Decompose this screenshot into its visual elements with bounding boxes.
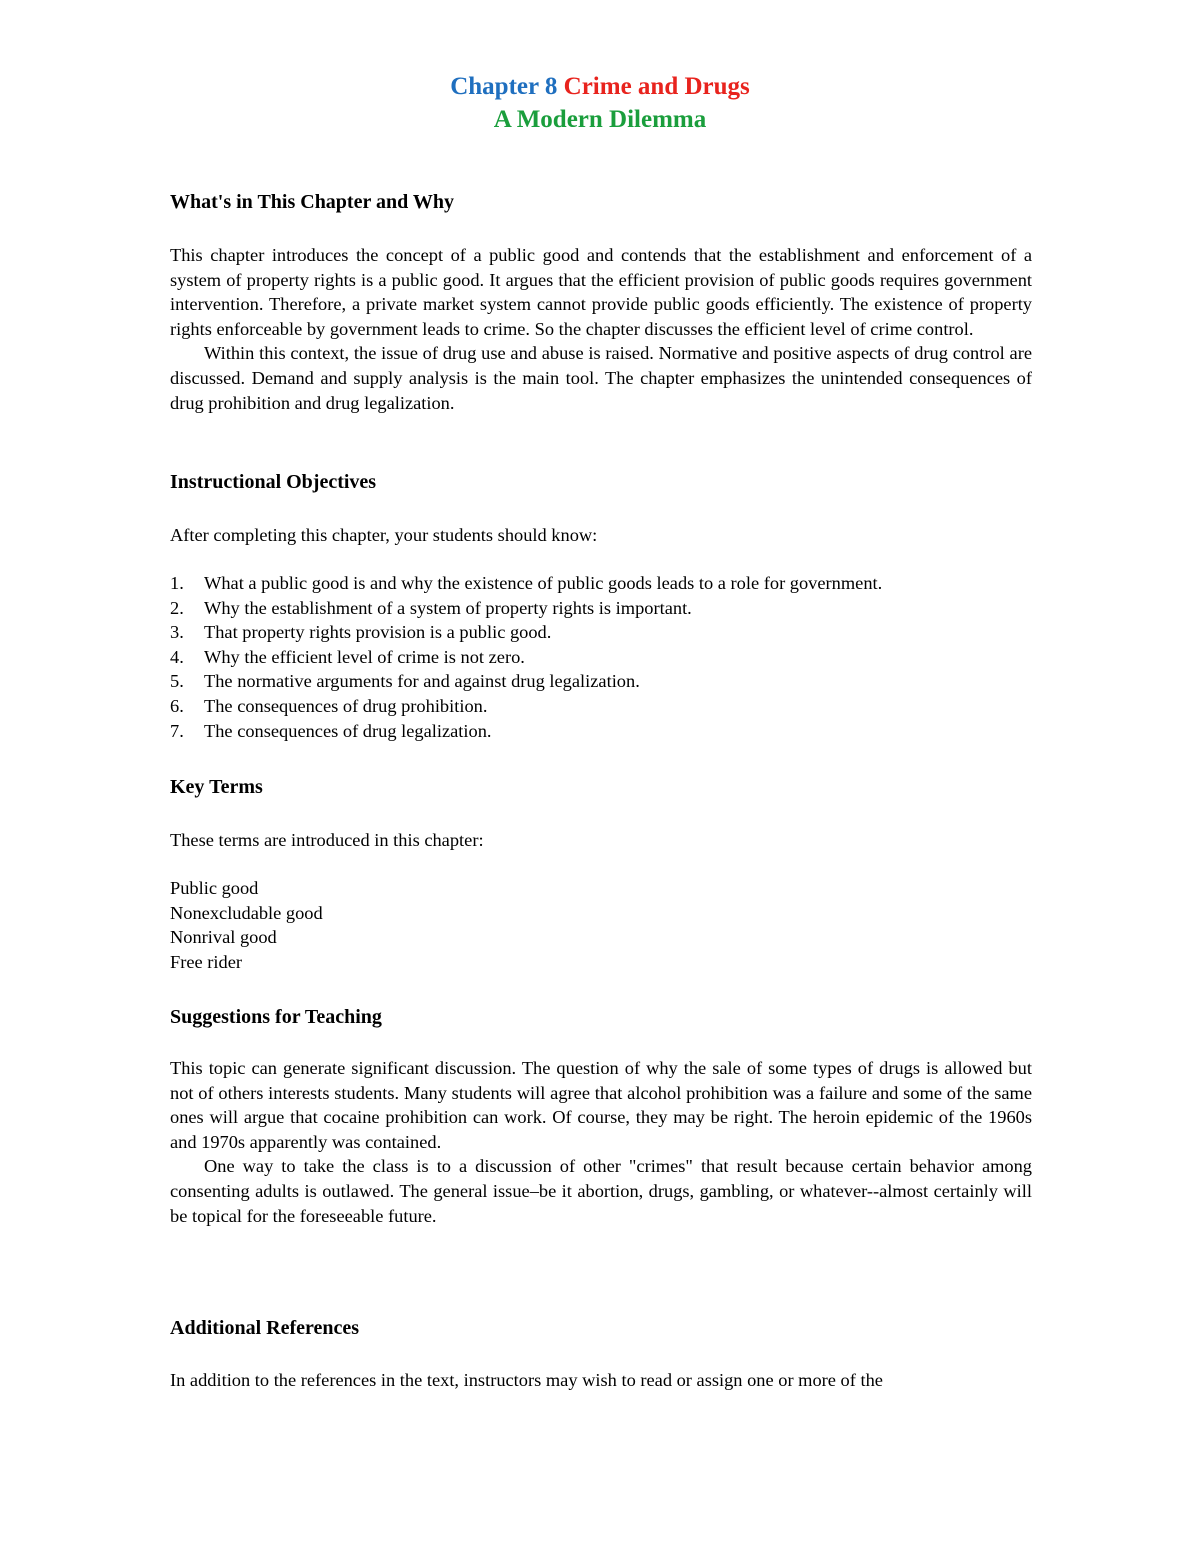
key-terms-intro: These terms are introduced in this chapter: <box>170 830 484 850</box>
key-terms-list <box>170 876 323 974</box>
chapter-label: Chapter 8 <box>450 73 558 100</box>
list-item-text: The consequences of drug prohibition. <box>204 695 488 716</box>
list-item <box>170 596 882 621</box>
list-item <box>170 620 882 645</box>
list-number: 2. <box>170 597 184 618</box>
list-item-text: That property rights provision is a public good. <box>204 622 552 643</box>
list-item-text: What a public good is and why the existence of public goods leads to a role for government. <box>204 573 883 593</box>
section-body-suggestions <box>170 1056 1032 1228</box>
list-number: 5. <box>170 671 184 692</box>
paragraph: This chapter introduces the concept of a public good and contends that the establishment and enforcement of a system of property rights is a public good. It argues that the efficient provision of public goods requires government intervention. Therefore, a private market system cannot provide public goods efficiently. The existence of property rights enforceable by government leads to crime. So the chapter discusses the efficient level of crime control. <box>170 245 1032 339</box>
list-item <box>170 645 882 670</box>
list-number: 1. <box>170 573 184 593</box>
objectives-list <box>170 571 882 743</box>
list-item-text: The normative arguments for and against drug legalization. <box>204 671 640 692</box>
list-item <box>170 571 882 596</box>
section-heading-key-terms: Key Terms <box>170 776 263 798</box>
paragraph: Within this context, the issue of drug use and abuse is raised. Normative and positive aspects of drug control are discussed. Demand and supply analysis is the main tool. The chapter emphasizes the unintended consequences of drug prohibition and drug legalization. <box>170 343 1032 413</box>
list-number: 6. <box>170 695 184 716</box>
list-item-text: Why the efficient level of crime is not zero. <box>204 646 525 667</box>
section-heading-instructional-objectives: Instructional Objectives <box>170 471 377 493</box>
list-item <box>170 719 882 744</box>
key-term: Free rider <box>170 951 242 972</box>
chapter-subtitle: A Modern Dilemma <box>493 106 707 133</box>
key-term: Nonrival good <box>170 927 277 948</box>
list-item-text: Why the establishment of a system of property rights is important. <box>204 597 692 618</box>
key-term: Public good <box>170 878 259 898</box>
chapter-title <box>0 72 1200 102</box>
list-item <box>170 694 882 719</box>
section-heading-suggestions-for-teaching: Suggestions for Teaching <box>170 1006 382 1028</box>
section-heading-whats-in-chapter: What's in This Chapter and Why <box>170 191 454 213</box>
key-term: Nonexcludable good <box>170 902 323 923</box>
chapter-topic: Crime and Drugs <box>563 73 750 100</box>
section-body-additional-references <box>170 1368 1032 1393</box>
paragraph: In addition to the references in the text, instructors may wish to read or assign one or more of the <box>170 1370 883 1390</box>
list-item-text: The consequences of drug legalization. <box>204 720 492 741</box>
objectives-intro: After completing this chapter, your students should know: <box>170 525 598 545</box>
list-number: 4. <box>170 646 184 667</box>
list-number: 7. <box>170 720 184 741</box>
list-number: 3. <box>170 622 184 643</box>
section-body-whats-in-chapter <box>170 243 1032 415</box>
section-heading-additional-references: Additional References <box>170 1317 360 1339</box>
paragraph: This topic can generate significant discussion. The question of why the sale of some types of drugs is allowed but not of others interests students. Many students will agree that alcohol prohibition was a failure and some of the same ones will argue that cocaine prohibition can work. Of course, they may be right. The heroin epidemic of the 1960s and 1970s apparently was contained. <box>170 1058 1032 1152</box>
paragraph: One way to take the class is to a discussion of other "crimes" that result because certain behavior among consenting adults is outlawed. The general issue–be it abortion, drugs, gambling, or whatever--almost certainly will be topical for the foreseeable future. <box>170 1156 1032 1226</box>
list-item <box>170 669 882 694</box>
